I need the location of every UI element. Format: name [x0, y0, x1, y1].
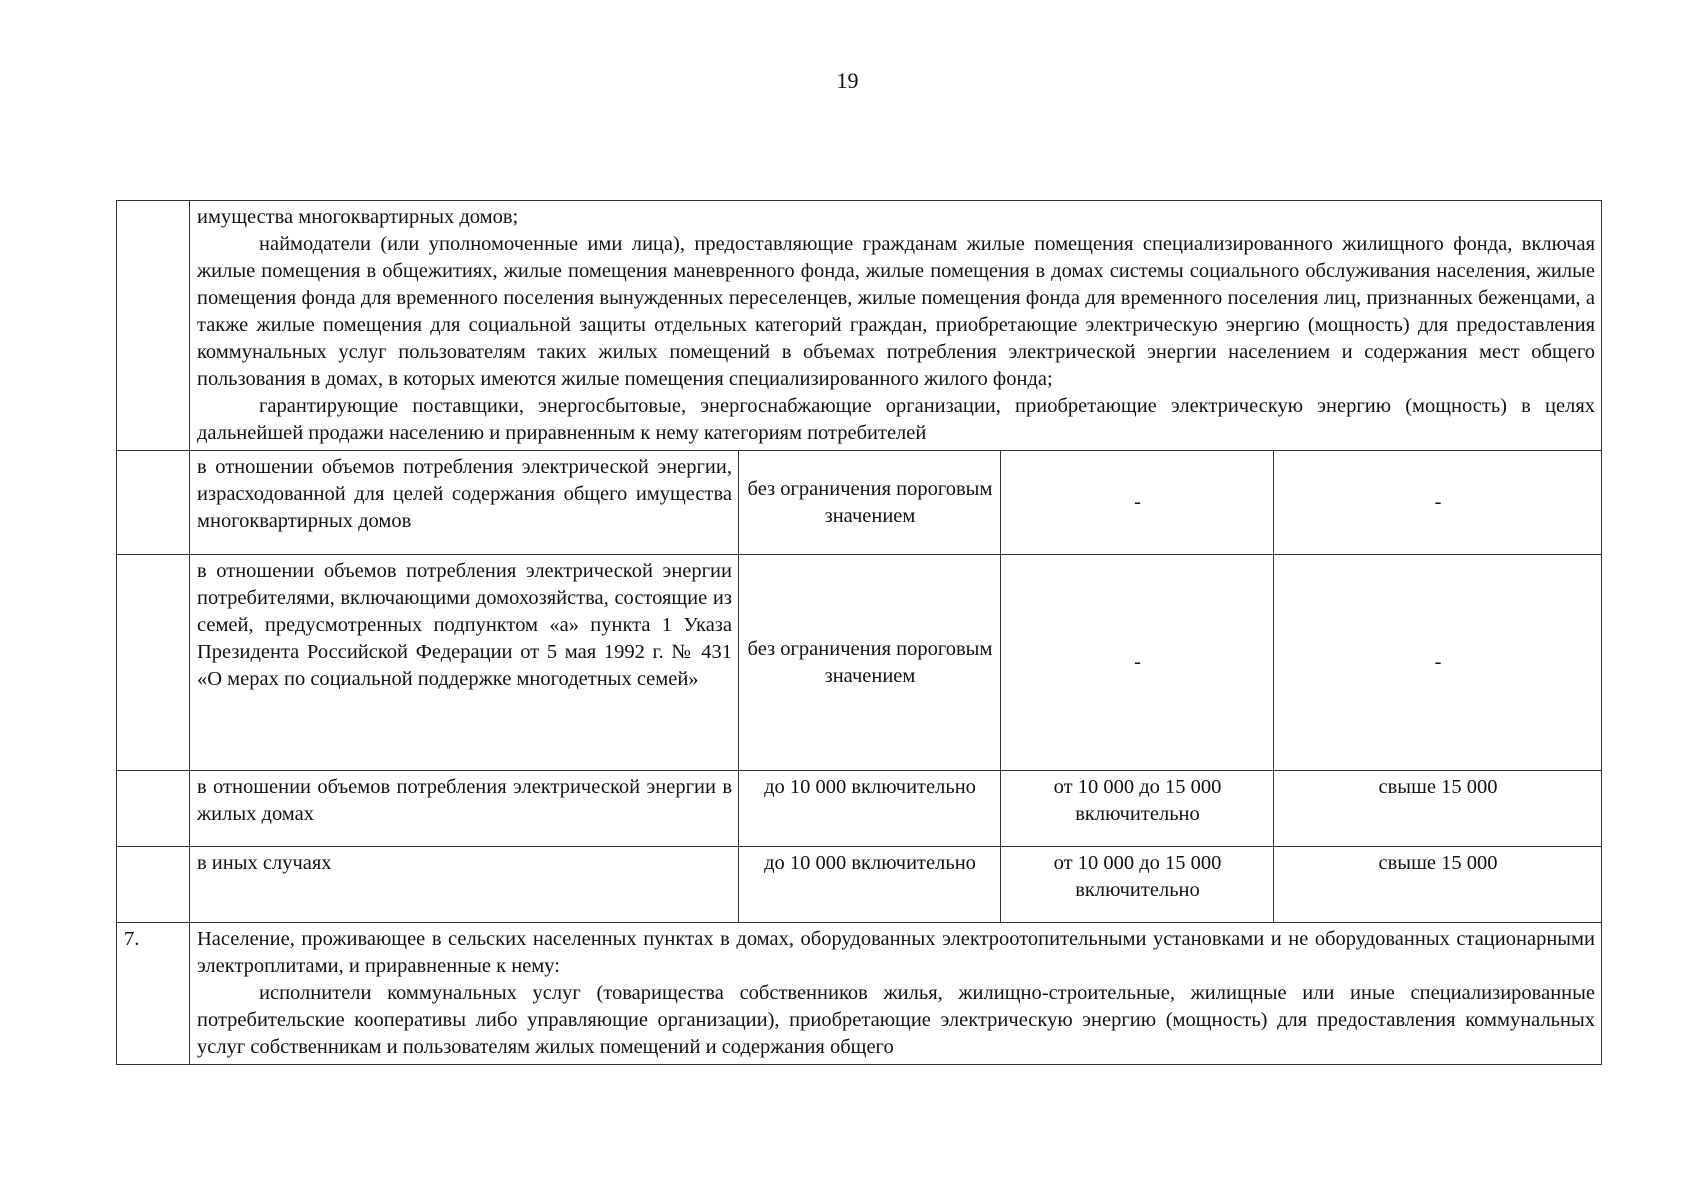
- row-7-text-cell: [190, 923, 1602, 1065]
- threshold-range-1: без ограничения пороговым значением: [739, 451, 1001, 555]
- threshold-range-2: от 10 000 до 15 000 включительно: [1001, 847, 1274, 923]
- sub-row-description: в иных случаях: [190, 847, 739, 923]
- paragraph: гарантирующие поставщики, энергосбытовые, энергоснабжающие организации, приобретающие электрическую энергию (мощность) в целях дальнейшей продажи населению и приравненным к нему категориям потребителей: [197, 395, 1596, 444]
- row-number-cell: [117, 847, 190, 923]
- row-number-cell: 7.: [117, 923, 190, 1065]
- table-row-6-continuation: [117, 201, 1602, 451]
- paragraph: Население, проживающее в сельских населенных пунктах в домах, оборудованных электроотопительными установками и не оборудованных стационарными электроплитами, и приравненные к нему:: [197, 928, 1596, 977]
- table-row: [117, 451, 1602, 555]
- page-number: 19: [836, 68, 859, 93]
- paragraph: исполнители коммунальных услуг (товарищества собственников жилья, жилищно-строительные, жилищные или иные специализированные потребительские кооперативы либо управляющие организации), приобретающие электрическую энергию (мощность) для предоставления коммунальных услуг собственникам и пользователям жилых помещений и содержания общего: [197, 982, 1596, 1058]
- sub-row-description: в отношении объемов потребления электрической энергии в жилых домах: [190, 771, 739, 847]
- row-number-cell: [117, 555, 190, 771]
- threshold-range-1: до 10 000 включительно: [739, 771, 1001, 847]
- row-number-cell: [117, 451, 190, 555]
- paragraph: наймодатели (или уполномоченные ими лица), предоставляющие гражданам жилые помещения специализированного жилищного фонда, включая жилые помещения в общежитиях, жилые помещения маневренного фонда, жилые помещения в домах системы социального обслуживания населения, жилые помещения фонда для временного поселения вынужденных переселенцев, жилые помещения фонда для временного поселения лиц, признанных беженцами, а также жилые помещения для социальной защиты отдельных категорий граждан, приобретающие электрическую энергию (мощность) для предоставления коммунальных услуг пользователям таких жилых помещений в объемах потребления электрической энергии населением и содержания мест общего пользования в домах, в которых имеются жилые помещения специализированного жилого фонда;: [197, 233, 1596, 390]
- table-row-7: [117, 923, 1602, 1065]
- row-6-text-cell: [190, 201, 1602, 451]
- threshold-range-1: без ограничения пороговым значением: [739, 555, 1001, 771]
- threshold-range-3: свыше 15 000: [1274, 771, 1602, 847]
- threshold-range-3: -: [1274, 555, 1602, 771]
- table-row: [117, 555, 1602, 771]
- threshold-range-3: -: [1274, 451, 1602, 555]
- threshold-range-3: свыше 15 000: [1274, 847, 1602, 923]
- threshold-range-2: -: [1001, 451, 1274, 555]
- threshold-range-1: до 10 000 включительно: [739, 847, 1001, 923]
- threshold-range-2: -: [1001, 555, 1274, 771]
- row-number-cell: [117, 201, 190, 451]
- tariff-table: [116, 200, 1602, 1065]
- threshold-range-2: от 10 000 до 15 000 включительно: [1001, 771, 1274, 847]
- sub-row-description: в отношении объемов потребления электрической энергии потребителями, включающими домохозяйства, состоящие из семей, предусмотренных подпунктом «а» пункта 1 Указа Президента Российской Федерации от 5 мая 1992 г. № 431 «О мерах по социальной поддержке многодетных семей»: [190, 555, 739, 771]
- sub-row-description: в отношении объемов потребления электрической энергии, израсходованной для целей содержания общего имущества многоквартирных домов: [190, 451, 739, 555]
- paragraph: имущества многоквартирных домов;: [197, 206, 519, 228]
- table-row: [117, 847, 1602, 923]
- row-number-cell: [117, 771, 190, 847]
- table-row: [117, 771, 1602, 847]
